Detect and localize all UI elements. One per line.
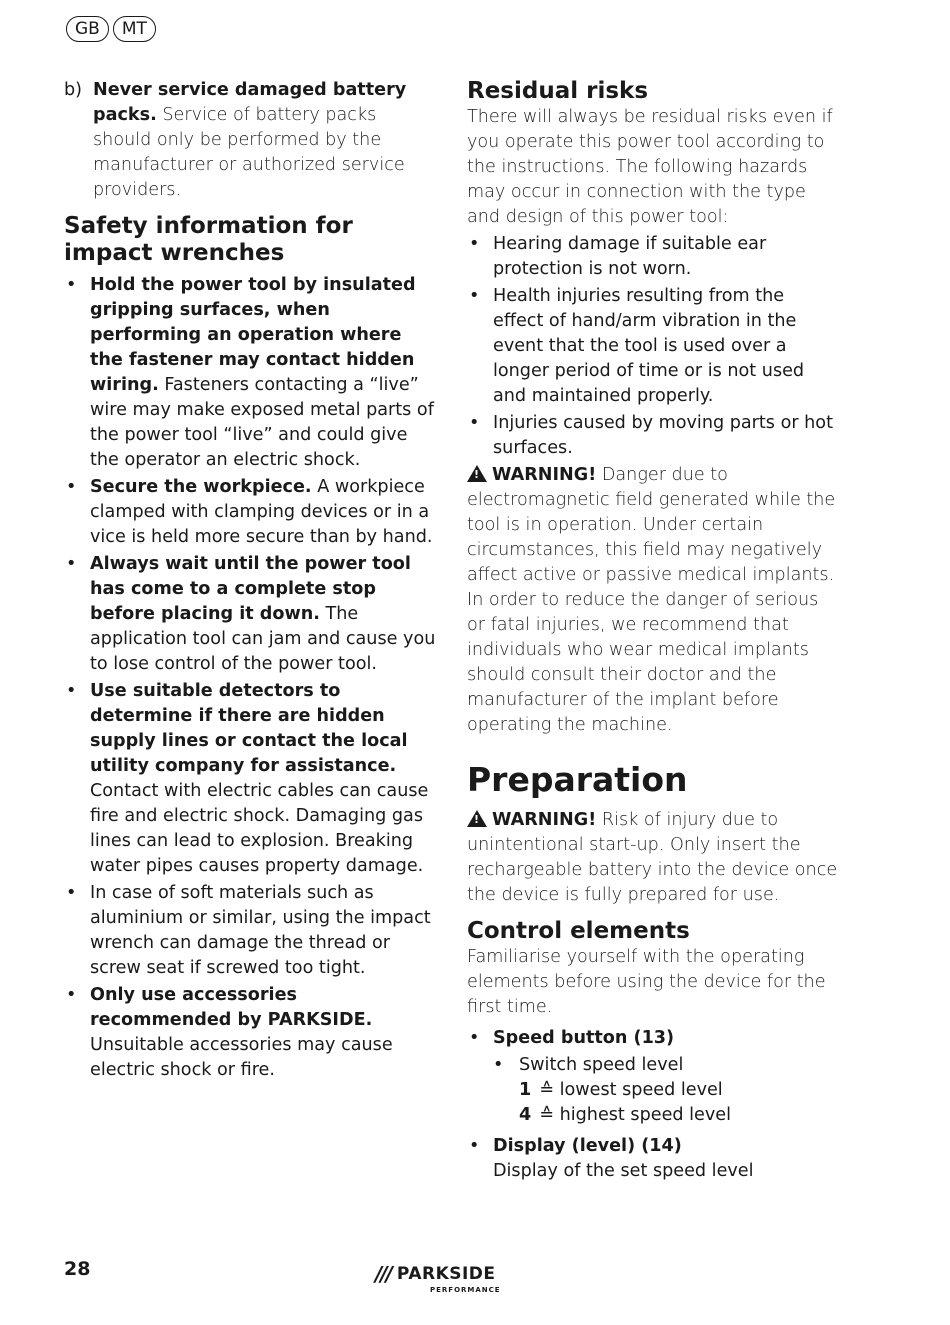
warning-label: WARNING! bbox=[492, 465, 597, 485]
list-item bbox=[64, 881, 436, 981]
bullet-icon: • bbox=[469, 1028, 480, 1048]
bold-lead: Only use accessories recommended by PARKSIDE. bbox=[90, 985, 373, 1030]
bullet-icon: • bbox=[469, 286, 480, 306]
warning-emf bbox=[467, 463, 839, 738]
list-item bbox=[467, 284, 839, 409]
warning-startup bbox=[467, 808, 839, 908]
section-heading-control: Control elements bbox=[467, 918, 690, 944]
body-text: Fasteners contacting a “live” wire may make exposed metal parts of the power tool “live” and could give the operator an electric shock. bbox=[90, 375, 434, 470]
list-item bbox=[64, 475, 436, 550]
residual-intro: There will always be residual risks even if you operate this power tool according to the instructions. The following hazards may occur in connection with the type and design of this power tool: bbox=[467, 107, 833, 227]
bullet-icon: • bbox=[469, 1136, 480, 1156]
body-text: Injuries caused by moving parts or hot surfaces. bbox=[493, 413, 833, 458]
language-badges bbox=[66, 16, 156, 42]
list-item bbox=[467, 1026, 839, 1051]
level-number: 1 bbox=[519, 1080, 532, 1100]
logo-stripes-icon: /// bbox=[375, 1262, 391, 1286]
body-text: ≙ highest speed level bbox=[539, 1105, 732, 1125]
bullet-icon: • bbox=[66, 883, 77, 903]
body-text: Contact with electric cables can cause fire and electric shock. Damaging gas lines can lead to explosion. Breaking water pipes causes property damage. bbox=[90, 781, 429, 876]
body-text: ≙ lowest speed level bbox=[539, 1080, 723, 1100]
body-text: Danger due to electromagnetic field generated while the tool is in operation. Under certain circumstances, this field may negatively affect active or passive medical implants. In order to reduce the danger of serious or fatal injuries, we recommend that individuals who wear medical implants should consult their doctor and the manufacturer of the implant before operating the machine. bbox=[467, 465, 836, 735]
bold-lead: Secure the workpiece. bbox=[90, 477, 312, 497]
safety-bullet-list bbox=[64, 273, 436, 1083]
body-text: Health injuries resulting from the effect of hand/arm vibration in the event that the tool is used over a longer period of time or is not used and maintained properly. bbox=[493, 286, 805, 406]
list-item-b bbox=[64, 78, 436, 203]
level-number: 4 bbox=[519, 1105, 532, 1125]
bullet-icon: • bbox=[469, 413, 480, 433]
body-text: Service of battery packs should only be performed by the manufacturer or authorized service providers. bbox=[93, 105, 405, 200]
logo-brand: PARKSIDE bbox=[396, 1264, 496, 1284]
list-marker: b) bbox=[64, 80, 83, 100]
list-item bbox=[64, 552, 436, 677]
warning-icon bbox=[467, 465, 487, 482]
language-badge-gb: GB bbox=[66, 16, 109, 42]
bullet-icon: • bbox=[493, 1055, 504, 1075]
sub-list-item bbox=[493, 1053, 839, 1078]
language-badge-mt: MT bbox=[113, 16, 156, 42]
bullet-icon: • bbox=[66, 985, 77, 1005]
warning-label: WARNING! bbox=[492, 810, 597, 830]
body-text: Display of the set speed level bbox=[493, 1161, 754, 1181]
body-text: Unsuitable accessories may cause electric shock or fire. bbox=[90, 1035, 393, 1080]
list-item bbox=[64, 983, 436, 1083]
control-list bbox=[467, 1026, 839, 1051]
speed-level-high bbox=[519, 1103, 839, 1128]
list-item-text bbox=[93, 78, 436, 203]
control-label: Display (level) (14) bbox=[493, 1136, 682, 1156]
control-label: Speed button (13) bbox=[493, 1028, 675, 1048]
speed-level-low bbox=[519, 1078, 839, 1103]
bold-lead: Use suitable detectors to determine if there are hidden supply lines or contact the local utility company for assistance. bbox=[90, 681, 408, 776]
bold-lead: Always wait until the power tool has come to a complete stop before placing it down. bbox=[90, 554, 411, 624]
residual-bullet-list bbox=[467, 232, 839, 461]
control-intro: Familiarise yourself with the operating elements before using the device for the first time. bbox=[467, 947, 826, 1017]
section-heading-preparation: Preparation bbox=[467, 760, 688, 799]
list-item bbox=[467, 1134, 839, 1184]
body-text: A workpiece clamped with clamping devices or in a vice is held more secure than by hand. bbox=[90, 477, 433, 547]
bullet-icon: • bbox=[469, 234, 480, 254]
left-column bbox=[64, 78, 436, 1085]
bold-lead: Never service damaged battery packs. bbox=[93, 80, 407, 125]
body-text: The application tool can jam and cause you to lose control of the power tool. bbox=[90, 604, 436, 674]
body-text: Switch speed level bbox=[519, 1055, 684, 1075]
bold-lead: Hold the power tool by insulated gripping surfaces, when performing an operation where the fastener may contact hidden wiring. bbox=[90, 275, 416, 395]
warning-icon bbox=[467, 810, 487, 827]
list-item bbox=[467, 232, 839, 282]
parkside-logo bbox=[375, 1262, 501, 1294]
bullet-icon: • bbox=[66, 477, 77, 497]
right-column bbox=[467, 78, 839, 1186]
bullet-icon: • bbox=[66, 554, 77, 574]
list-item bbox=[467, 411, 839, 461]
logo-subtitle: PERFORMANCE bbox=[430, 1286, 501, 1294]
section-heading-residual: Residual risks bbox=[467, 78, 649, 104]
list-item bbox=[64, 273, 436, 473]
body-text: In case of soft materials such as aluminium or similar, using the impact wrench can damage the thread or screw seat if screwed too tight. bbox=[90, 883, 431, 978]
bullet-icon: • bbox=[66, 681, 77, 701]
list-item bbox=[64, 679, 436, 879]
body-text: Risk of injury due to unintentional start-up. Only insert the rechargeable battery into the device once the device is fully prepared for use. bbox=[467, 810, 838, 905]
page-number: 28 bbox=[64, 1258, 91, 1280]
body-text: Hearing damage if suitable ear protection is not worn. bbox=[493, 234, 767, 279]
control-list-2 bbox=[467, 1134, 839, 1184]
section-heading-safety: Safety information for impact wrenches bbox=[64, 213, 353, 266]
bullet-icon: • bbox=[66, 275, 77, 295]
